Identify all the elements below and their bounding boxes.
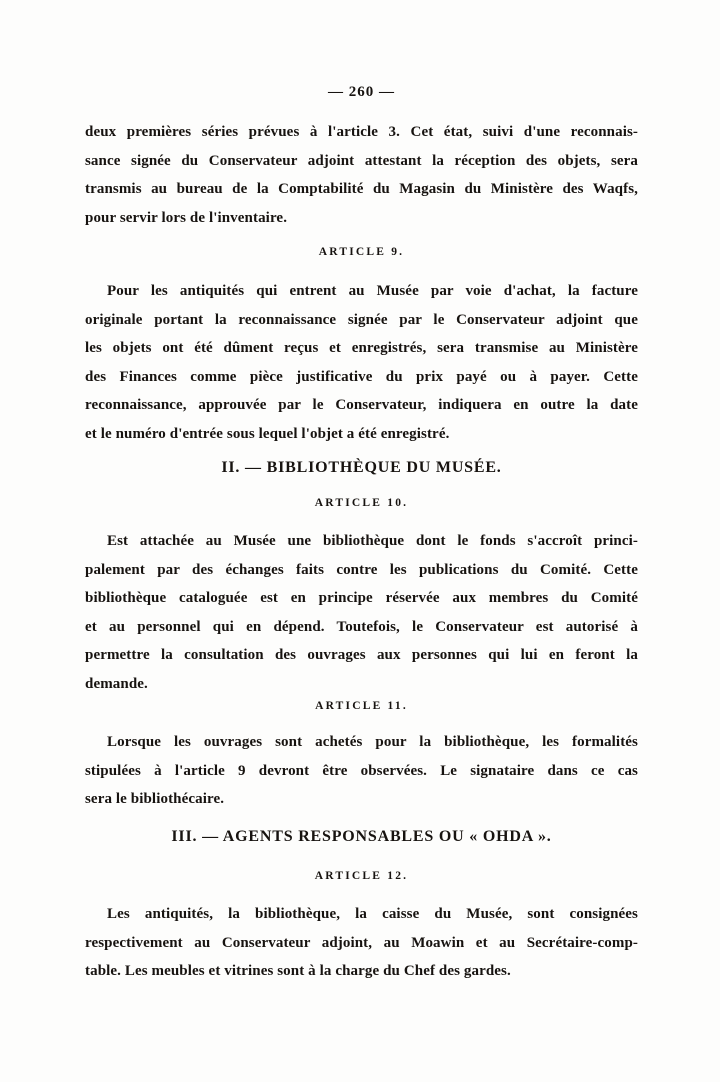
section-heading-3: III. — AGENTS RESPONSABLES OU « OHDA ». <box>171 828 552 845</box>
section-heading-2: II. — BIBLIOTHÈQUE DU MUSÉE. <box>221 459 502 476</box>
paragraph-line: reconnaissance, approuvée par le Conservateur, indiquera en outre la date <box>85 397 638 413</box>
paragraph-line: respectivement au Conservateur adjoint, au Moawin et au Secrétaire-comp- <box>85 934 638 951</box>
paragraph-line: et le numéro d'entrée sous lequel l'objet a été enregistré. <box>85 425 450 442</box>
paragraph-intro <box>85 118 638 232</box>
paragraph-line: deux premières séries prévues à l'article 3. Cet état, suivi d'une reconnais- <box>85 124 638 140</box>
paragraph-line: les objets ont été dûment reçus et enregistrés, sera transmise au Ministère <box>85 340 638 356</box>
paragraph-line: Pour les antiquités qui entrent au Musée par voie d'achat, la facture <box>107 283 638 299</box>
article-heading-11: ARTICLE 11. <box>315 700 408 712</box>
paragraph-line: et au personnel qui en dépend. Toutefois, le Conservateur est autorisé à <box>85 618 638 635</box>
paragraph-article-9 <box>85 277 638 448</box>
paragraph-line: demande. <box>85 675 148 692</box>
article-heading-12: ARTICLE 12. <box>314 870 409 882</box>
page-number: — 260 — <box>328 84 395 100</box>
paragraph-line: Lorsque les ouvrages sont achetés pour la bibliothèque, les formalités <box>107 734 638 750</box>
paragraph-line: palement par des échanges faits contre les publications du Comité. Cette <box>85 561 638 578</box>
article-heading-9: ARTICLE 9. <box>318 246 405 258</box>
paragraph-line: sera le bibliothécaire. <box>85 791 225 807</box>
paragraph-line: permettre la consultation des ouvrages aux personnes qui lui en feront la <box>85 647 638 663</box>
paragraph-line: table. Les meubles et vitrines sont à la charge du Chef des gardes. <box>85 963 511 979</box>
paragraph-line: bibliothèque cataloguée est en principe réservée aux membres du Comité <box>85 590 638 606</box>
paragraph-line: Est attachée au Musée une bibliothèque dont le fonds s'accroît princi- <box>107 533 638 549</box>
paragraph-line: des Finances comme pièce justificative du prix payé ou à payer. Cette <box>85 368 638 385</box>
article-heading-10: ARTICLE 10. <box>314 497 409 509</box>
paragraph-line: transmis au bureau de la Comptabilité du Magasin du Ministère des Waqfs, <box>85 181 638 197</box>
paragraph-article-12 <box>85 900 638 986</box>
paragraph-article-11 <box>85 728 638 814</box>
paragraph-line: sance signée du Conservateur adjoint attestant la réception des objets, sera <box>85 152 638 169</box>
paragraph-line: stipulées à l'article 9 devront être observées. Le signataire dans ce cas <box>85 762 638 779</box>
paragraph-line: pour servir lors de l'inventaire. <box>85 209 288 226</box>
paragraph-article-10 <box>85 527 638 698</box>
paragraph-line: Les antiquités, la bibliothèque, la caisse du Musée, sont consignées <box>107 906 638 922</box>
paragraph-line: originale portant la reconnaissance signée par le Conservateur adjoint que <box>85 311 638 328</box>
